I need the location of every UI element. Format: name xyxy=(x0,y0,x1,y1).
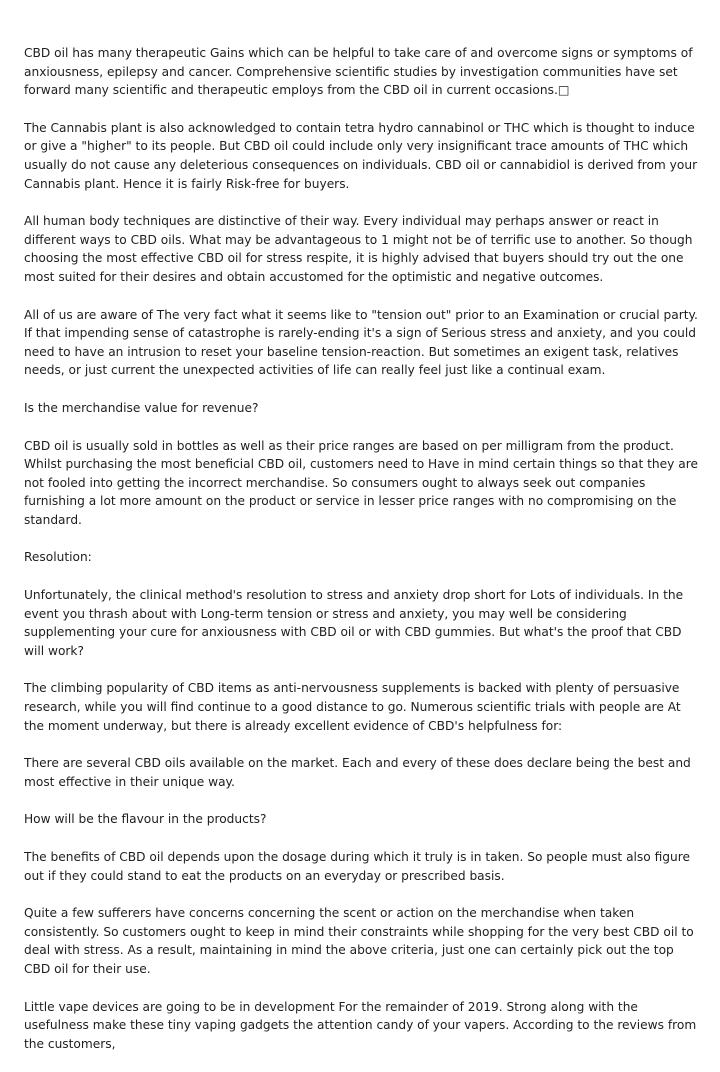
paragraph: Unfortunately, the clinical method's resolution to stress and anxiety drop short for Lots of individuals. In the event you thrash about with Long-term tension or stress and anxiety, you may well be considering supplementing your cure for anxiousness with CBD oil or with CBD gummies. But what's the proof that CBD will work? xyxy=(24,588,684,658)
question-heading: Is the merchandise value for revenue? xyxy=(24,400,259,415)
paragraph: The climbing popularity of CBD items as anti-nervousness supplements is backed with plenty of persuasive research, while you will find continue to a good distance to go. Numerous scientific trials with people are At the moment underway, but there is already excellent evidence of CBD's helpfulness for: xyxy=(24,681,681,733)
paragraph: CBD oil is usually sold in bottles as well as their price ranges are based on per milligram from the product. Whilst purchasing the most beneficial CBD oil, customers need to Have in mind certain things so that they are not fooled into getting the incorrect merchandise. So consumers ought to always seek out companies furnishing a lot more amount on the product or service in lesser price ranges with no compromising on the standard. xyxy=(24,438,698,527)
paragraph: Little vape devices are going to be in development For the remainder of 2019. Strong along with the usefulness make these tiny vaping gadgets the attention candy of your vapers. According to the reviews from the customers, xyxy=(24,999,697,1051)
paragraph: The Cannabis plant is also acknowledged to contain tetra hydro cannabinol or THC which is thought to induce or give a "higher" to its people. But CBD oil could include only very insignificant trace amounts of THC which usually do not cause any deleterious consequences on individuals. CBD oil or cannabidiol is derived from your Cannabis plant. Hence it is fairly Risk-free for buyers. xyxy=(24,120,698,191)
document-body xyxy=(24,44,700,1072)
paragraph: The benefits of CBD oil depends upon the dosage during which it truly is in taken. So people must also figure out if they could stand to eat the products on an everyday or prescribed basis. xyxy=(24,850,690,883)
question-heading: How will be the flavour in the products? xyxy=(24,812,267,827)
paragraph: All of us are aware of The very fact what it seems like to "tension out" prior to an Examination or crucial party. If that impending sense of catastrophe is rarely-ending it's a sign of Serious stress and anxiety, and you could need to have an intrusion to reset your baseline tension-reaction. But sometimes an exigent task, relatives needs, or just current the unexpected activities of life can really feel just like a continual exam. xyxy=(24,307,698,378)
paragraph: Quite a few sufferers have concerns concerning the scent or action on the merchandise when taken consistently. So customers ought to keep in mind their constraints while shopping for the very best CBD oil to deal with stress. As a result, maintaining in mind the above criteria, just one can certainly pick out the top CBD oil for their use. xyxy=(24,906,694,976)
paragraph: There are several CBD oils available on the market. Each and every of these does declare being the best and most effective in their unique way. xyxy=(24,756,691,789)
section-heading: Resolution: xyxy=(24,550,92,565)
paragraph: All human body techniques are distinctive of their way. Every individual may perhaps answer or react in different ways to CBD oils. What may be advantageous to 1 might not be of terrific use to another. So though choosing the most effective CBD oil for stress respite, it is highly advised that buyers should try out the one most suited for their desires and obtain accustomed for the optimistic and negative outcomes. xyxy=(24,214,693,284)
paragraph: CBD oil has many therapeutic Gains which can be helpful to take care of and overcome signs or symptoms of anxiousness, epilepsy and cancer. Comprehensive scientific studies by investigation communities have set forward many scientific and therapeutic employs from the CBD oil in current occasions.□ xyxy=(24,46,693,98)
